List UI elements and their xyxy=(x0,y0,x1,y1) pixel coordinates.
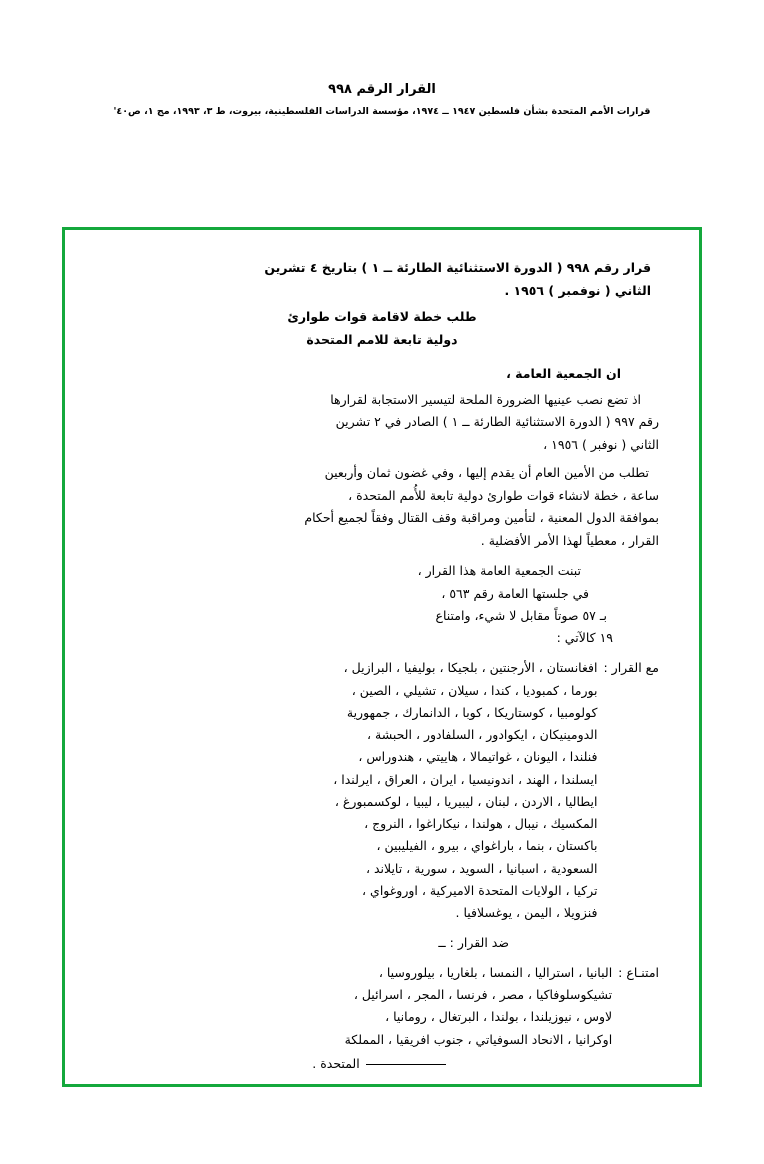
resolution-heading-line-2: الثاني ( نوفمبر ) ١٩٥٦ . xyxy=(504,283,651,299)
page-title: القرار الرقم ٩٩٨ xyxy=(328,82,436,97)
abstain-list xyxy=(105,962,612,1051)
in-favour-line-7: ايطاليا ، الاردن ، لبنان ، ليبيريا ، ليبيا ، لوكسمبورغ ، xyxy=(334,793,598,809)
abstain-last-word: المتحدة . xyxy=(312,1055,360,1071)
in-favour-line-9: باكستان ، بنما ، باراغواي ، بيرو ، الفيليبين ، xyxy=(376,838,598,854)
abstain-section xyxy=(105,962,659,1051)
in-favour-line-5: فنلندا ، اليونان ، غواتيمالا ، هاييتي ، هندوراس ، xyxy=(358,749,598,765)
abstain-line-4: اوكرانيا ، الانحاد السوفياتي ، جنوب افريقيا ، المملكة xyxy=(344,1031,613,1047)
resolution-subject-line-2: دولية تابعة للامم المتحدة xyxy=(306,331,458,347)
in-favour-line-1: افغانستان ، الأرجنتين ، بلجيكا ، بوليفيا ، البرازيل ، xyxy=(343,660,598,676)
operative-line-1: تطلب من الأمين العام أن يقدم إليها ، وفي غضون ثمان وأربعين xyxy=(324,465,649,481)
in-favour-section xyxy=(105,657,659,924)
preamble-line-3: الثاني ( نوفبر ) ١٩٥٦ ، xyxy=(543,436,659,452)
in-favour-list xyxy=(105,657,597,924)
in-favour-line-12: فنزويلا ، اليمن ، يوغسلافيا . xyxy=(455,905,598,920)
preamble-line-2: رقم ٩٩٧ ( الدورة الاستثنائية الطارئة ــ ١ ) الصادر في ٢ تشرين xyxy=(335,414,659,430)
in-favour-line-8: المكسيك ، نيبال ، هولندا ، نيكاراغوا ، النروج ، xyxy=(364,816,598,831)
adoption-note xyxy=(105,560,659,649)
document-page xyxy=(0,82,764,1164)
in-favour-line-3: كولومبيا ، كوستاريكا ، كوبا ، الدانمارك ، جمهورية xyxy=(346,704,598,720)
operative-line-3: بموافقة الدول المعنية ، لتأمين ومراقبة وقف القتال وفقاً لجميع أحكام xyxy=(304,510,659,526)
source-citation: قرارات الأمم المتحدة بشأن فلسطين ١٩٤٧ ــ ١٩٧٤، مؤسسة الدراسات الفلسطينية، بيروت، ط ٣، ١٩٩٣، مج ١، ص٤٠' xyxy=(113,106,651,117)
in-favour-label: مع القرار : xyxy=(603,660,659,676)
resolution-heading-line-1: قرار رقم ٩٩٨ ( الدورة الاستثنائية الطارئة ــ ١ ) بتاريخ ٤ تشرين xyxy=(264,260,651,275)
adoption-line-4: ١٩ كالآتي : xyxy=(556,630,613,645)
adoption-line-3: بـ ٥٧ صوتاً مقابل لا شيء، وامتناع xyxy=(435,607,607,623)
adoption-line-2: في جلستها العامة رقم ٥٦٣ ، xyxy=(441,585,589,601)
abstain-line-2: تشيكوسلوفاكيا ، مصر ، فرنسا ، المجر ، اسرائيل ، xyxy=(353,987,613,1002)
abstain-label: امتنـاع : xyxy=(618,964,659,980)
resolution-subject-line-1: طلب خطة لاقامة قوات طوارئ xyxy=(287,309,477,325)
preamble-line-1: اذ تضع نصب عينيها الضرورة الملحة لتيسير الاستجابة لقرارها xyxy=(330,391,641,407)
operative-line-4: القرار ، معطياً لهذا الأمر الأفضلية . xyxy=(480,532,659,548)
in-favour-line-4: الدومينيكان ، ايكوادور ، السلفادور ، الحبشة ، xyxy=(366,727,598,742)
in-favour-line-10: السعودية ، اسبانيا ، السويد ، سورية ، تايلاند ، xyxy=(365,860,598,876)
horizontal-rule xyxy=(366,1064,446,1065)
against-label: ضد القرار : ــ xyxy=(438,935,509,951)
operative-line-2: ساعة ، خطة لانشاء قوات طوارئ دولية تابعة للأُمم المتحدة ، xyxy=(348,487,659,503)
closing-line xyxy=(105,1053,659,1075)
preamble-paragraph xyxy=(105,389,659,457)
assembly-line: ان الجمعية العامة ، xyxy=(506,366,621,382)
abstain-line-1: البانيا ، استراليا ، النمسا ، بلغاريا ، بيلوروسيا ، xyxy=(378,964,613,980)
in-favour-line-11: تركيا ، الولايات المتحدة الاميركية ، اوروغواي ، xyxy=(362,882,598,898)
adoption-line-1: تبنت الجمعية العامة هذا القرار ، xyxy=(417,563,581,579)
in-favour-line-6: ايسلندا ، الهند ، اندونيسيا ، ايران ، العراق ، ايرلندا ، xyxy=(333,771,598,787)
resolution-subject xyxy=(105,306,659,351)
resolution-body xyxy=(65,230,699,1084)
resolution-heading xyxy=(105,256,659,302)
operative-paragraph xyxy=(105,462,659,552)
resolution-frame xyxy=(62,227,702,1087)
in-favour-line-2: بورما ، كمبوديا ، كندا ، سيلان ، تشيلي ، الصين ، xyxy=(351,682,598,698)
abstain-line-3: لاوس ، نيوزيلندا ، بولندا ، البرتغال ، رومانيا ، xyxy=(385,1009,613,1025)
